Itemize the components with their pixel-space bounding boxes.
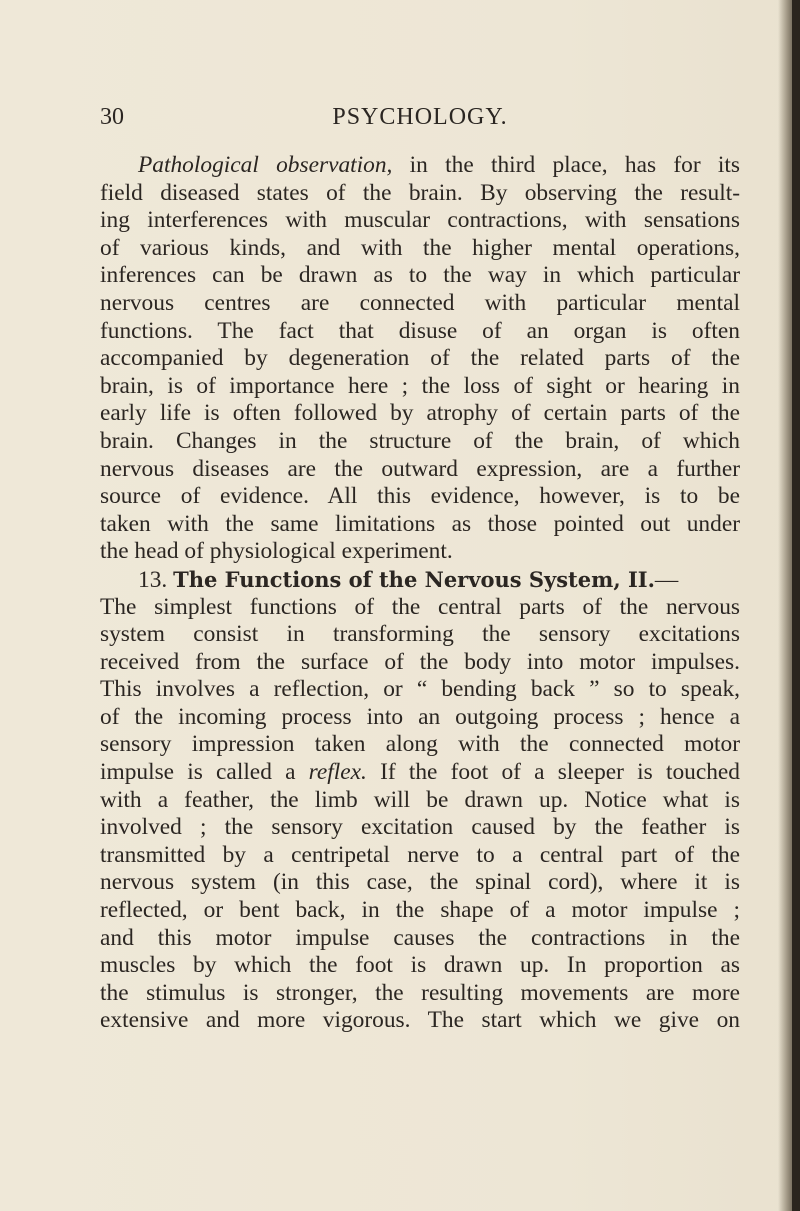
running-head <box>100 104 740 140</box>
paragraph-1-line-6: nervous centres are connected with particular mental <box>100 289 740 316</box>
paragraph-2-line-12: nervous system (in this case, the spinal cord), where it is <box>100 869 740 896</box>
paragraph-1-line-10: early life is often followed by atrophy of certain parts of the <box>100 400 740 427</box>
paragraph-1-line-14: taken with the same limitations as those pointed out under <box>100 510 740 537</box>
paragraph-1-line-7: functions. The fact that disuse of an organ is often <box>100 317 740 344</box>
paragraph-2-line-1 <box>100 566 740 594</box>
paragraph-1-line-11: brain. Changes in the structure of the brain, of which <box>100 427 740 454</box>
paragraph-1-line-5: inferences can be drawn as to the way in which particular <box>100 262 740 289</box>
section-dash: — <box>654 566 679 593</box>
paragraph-1-line-4: of various kinds, and with the higher mental operations, <box>100 234 740 261</box>
section-heading: The Functions of the Nervous System, II. <box>173 566 655 592</box>
paragraph-2-line-15: muscles by which the foot is drawn up. In proportion as <box>100 952 740 979</box>
page-title: PSYCHOLOGY. <box>332 104 508 130</box>
text-span: impulse is called a <box>100 759 309 786</box>
paragraph-2-line-3: system consist in transforming the sensory excitations <box>100 621 740 648</box>
paragraph-2-line-2: The simplest functions of the central parts of the nervous <box>100 593 740 620</box>
pathological-observation-italic: Pathological observation, <box>138 152 393 178</box>
section-number: 13. <box>138 566 168 593</box>
paragraph-1-line-8: accompanied by degeneration of the related parts of the <box>100 345 740 372</box>
page-number: 30 <box>100 104 124 130</box>
spine-edge <box>792 0 800 1211</box>
paragraph-1-line-13: source of evidence. All this evidence, however, is to be <box>100 483 740 510</box>
paragraph-1-line-1 <box>100 152 740 180</box>
paragraph-2-line-8 <box>100 759 740 787</box>
paragraph-2-line-13: reflected, or bent back, in the shape of a motor impulse ; <box>100 897 740 924</box>
paragraph-2-line-4: received from the surface of the body into motor impulses. <box>100 648 740 675</box>
text-span: in the third place, has for its <box>392 152 740 178</box>
paragraph-2-line-16: the stimulus is stronger, the resulting movements are more <box>100 979 740 1006</box>
paragraph-2-line-5: This involves a reflection, or “ bending back ” so to speak, <box>100 676 740 703</box>
reflex-italic: reflex. <box>308 759 367 786</box>
paragraph-2-line-9: with a feather, the limb will be drawn up. Notice what is <box>100 786 740 813</box>
paragraph-2-line-11: transmitted by a centripetal nerve to a central part of the <box>100 841 740 868</box>
paragraph-2-line-10: involved ; the sensory excitation caused by the feather is <box>100 814 740 841</box>
paragraph-2-line-7: sensory impression taken along with the connected motor <box>100 731 740 758</box>
paragraph-2-line-6: of the incoming process into an outgoing process ; hence a <box>100 703 740 730</box>
paragraph-2-line-17: extensive and more vigorous. The start which we give on <box>100 1007 740 1034</box>
paragraph-2-line-14: and this motor impulse causes the contractions in the <box>100 924 740 951</box>
paragraph-1-line-2: field diseased states of the brain. By observing the result- <box>100 179 740 206</box>
paragraph-1-line-9: brain, is of importance here ; the loss of sight or hearing in <box>100 372 740 399</box>
paragraph-1-line-15: the head of physiological experiment. <box>100 538 453 565</box>
paragraph-1-line-12: nervous diseases are the outward expression, are a further <box>100 455 740 482</box>
paragraph-1-line-3: ing interferences with muscular contractions, with sensations <box>100 207 740 234</box>
body-text <box>100 152 740 1035</box>
text-span: If the foot of a sleeper is touched <box>366 759 740 786</box>
